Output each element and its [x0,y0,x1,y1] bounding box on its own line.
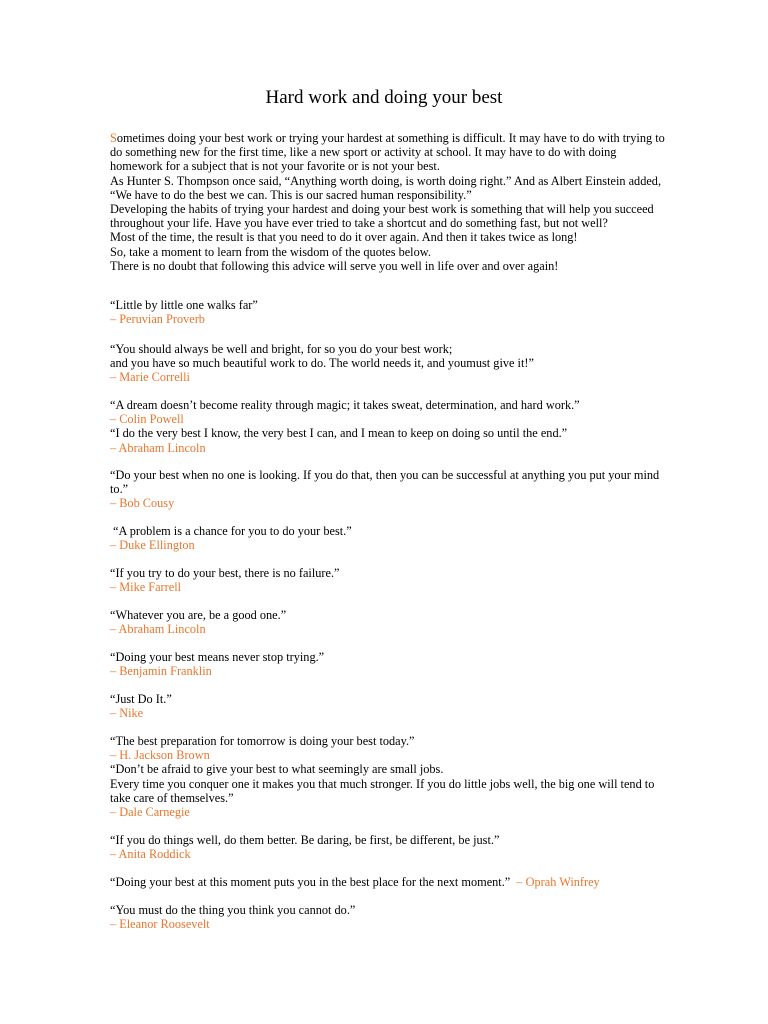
quote-text: “I do the very best I know, the very best I can, and I mean to keep on doing so until the end.” [110,426,568,441]
intro-paragraph-1: Sometimes doing your best work or trying your hardest at something is difficult. It may have to do with trying to do something new for the first time, like a new sport or activity at school. It may have to do with doing homework for a subject that is not your favorite or is not your best. [110,131,665,174]
quote-text: “Don’t be afraid to give your best to what seemingly are small jobs. [110,762,444,777]
quote-text: “A problem is a chance for you to do your best.” [113,524,352,538]
quote-author: – Duke Ellington [110,538,195,553]
quote-author: – Colin Powell [110,412,184,427]
quote-block [110,468,670,511]
quote-text: “A dream doesn’t become reality through magic; it takes sweat, determination, and hard work.” [110,398,580,412]
quote-author: – Peruvian Proverb [110,312,205,327]
quote-author: – Nike [110,706,144,721]
quote-author: – Abraham Lincoln [110,622,206,637]
quote-block [110,608,670,636]
quote-block [110,875,670,889]
quote-text: “Doing your best at this moment puts you in the best place for the next moment.” [110,875,511,889]
quote-author: – H. Jackson Brown [110,748,210,763]
quote-text: “If you try to do your best, there is no failure.” [110,566,340,580]
quote-author: – Abraham Lincoln [110,440,206,455]
quote-author: – Benjamin Franklin [110,664,212,679]
quote-block [110,833,670,861]
quote-author: – Anita Roddick [110,847,191,862]
intro-paragraph-3: Developing the habits of trying your hardest and doing your best work is something that will help you succeed throughout your life. Have you have ever tried to take a shortcut and do something fast, but not well? [110,202,654,231]
quote-text: “If you do things well, do them better. Be daring, be first, be different, be just.” [110,833,500,847]
quote-line [110,875,670,889]
quote-block [110,524,670,552]
quote-block [110,342,670,385]
quote-block [110,398,670,455]
quote-text: “Just Do It.” [110,692,172,706]
quote-block [110,734,670,819]
quote-text: and you have so much beautiful work to do. The world needs it, and youmust give it!” [110,356,534,371]
quote-author: – Marie Correlli [110,370,190,385]
quote-block [110,903,670,931]
quote-block [110,650,670,678]
quote-text: “You must do the thing you think you cannot do.” [110,903,356,917]
quote-block [110,692,670,720]
intro-paragraph-6: There is no doubt that following this advice will serve you well in life over and over again! [110,258,559,273]
intro-paragraph-5: So, take a moment to learn from the wisdom of the quotes below. [110,244,431,259]
quote-block [110,566,670,594]
quote-text: Every time you conquer one it makes you that much stronger. If you do little jobs well, the big one will tend to take care of themselves.” [110,776,655,805]
quote-text: “Whatever you are, be a good one.” [110,608,287,622]
intro-section [110,131,670,273]
intro-paragraph-2: As Hunter S. Thompson once said, “Anything worth doing, is worth doing right.” And as Albert Einstein added, “We have to do the best we can. This is our sacred human responsibility.” [110,173,662,202]
quote-block [110,298,670,326]
quote-text: “Little by little one walks far” [110,298,258,312]
quote-text: “You should always be well and bright, for so you do your best work; [110,342,453,356]
quote-author: – Oprah Winfrey [516,875,600,889]
quote-author: – Eleanor Roosevelt [110,917,210,932]
quote-author: – Dale Carnegie [110,805,190,820]
drop-letter: S [110,131,117,145]
quote-text: “The best preparation for tomorrow is doing your best today.” [110,734,415,748]
quote-text: “Doing your best means never stop trying.” [110,650,325,664]
quote-author: – Mike Farrell [110,580,182,595]
document-title: Hard work and doing your best [265,87,503,108]
quote-text: “Do your best when no one is looking. If you do that, then you can be successful at anything you put your mind to.” [110,468,660,497]
quote-author: – Bob Cousy [110,496,175,511]
intro-paragraph-4: Most of the time, the result is that you need to do it over again. And then it takes twice as long! [110,230,578,245]
